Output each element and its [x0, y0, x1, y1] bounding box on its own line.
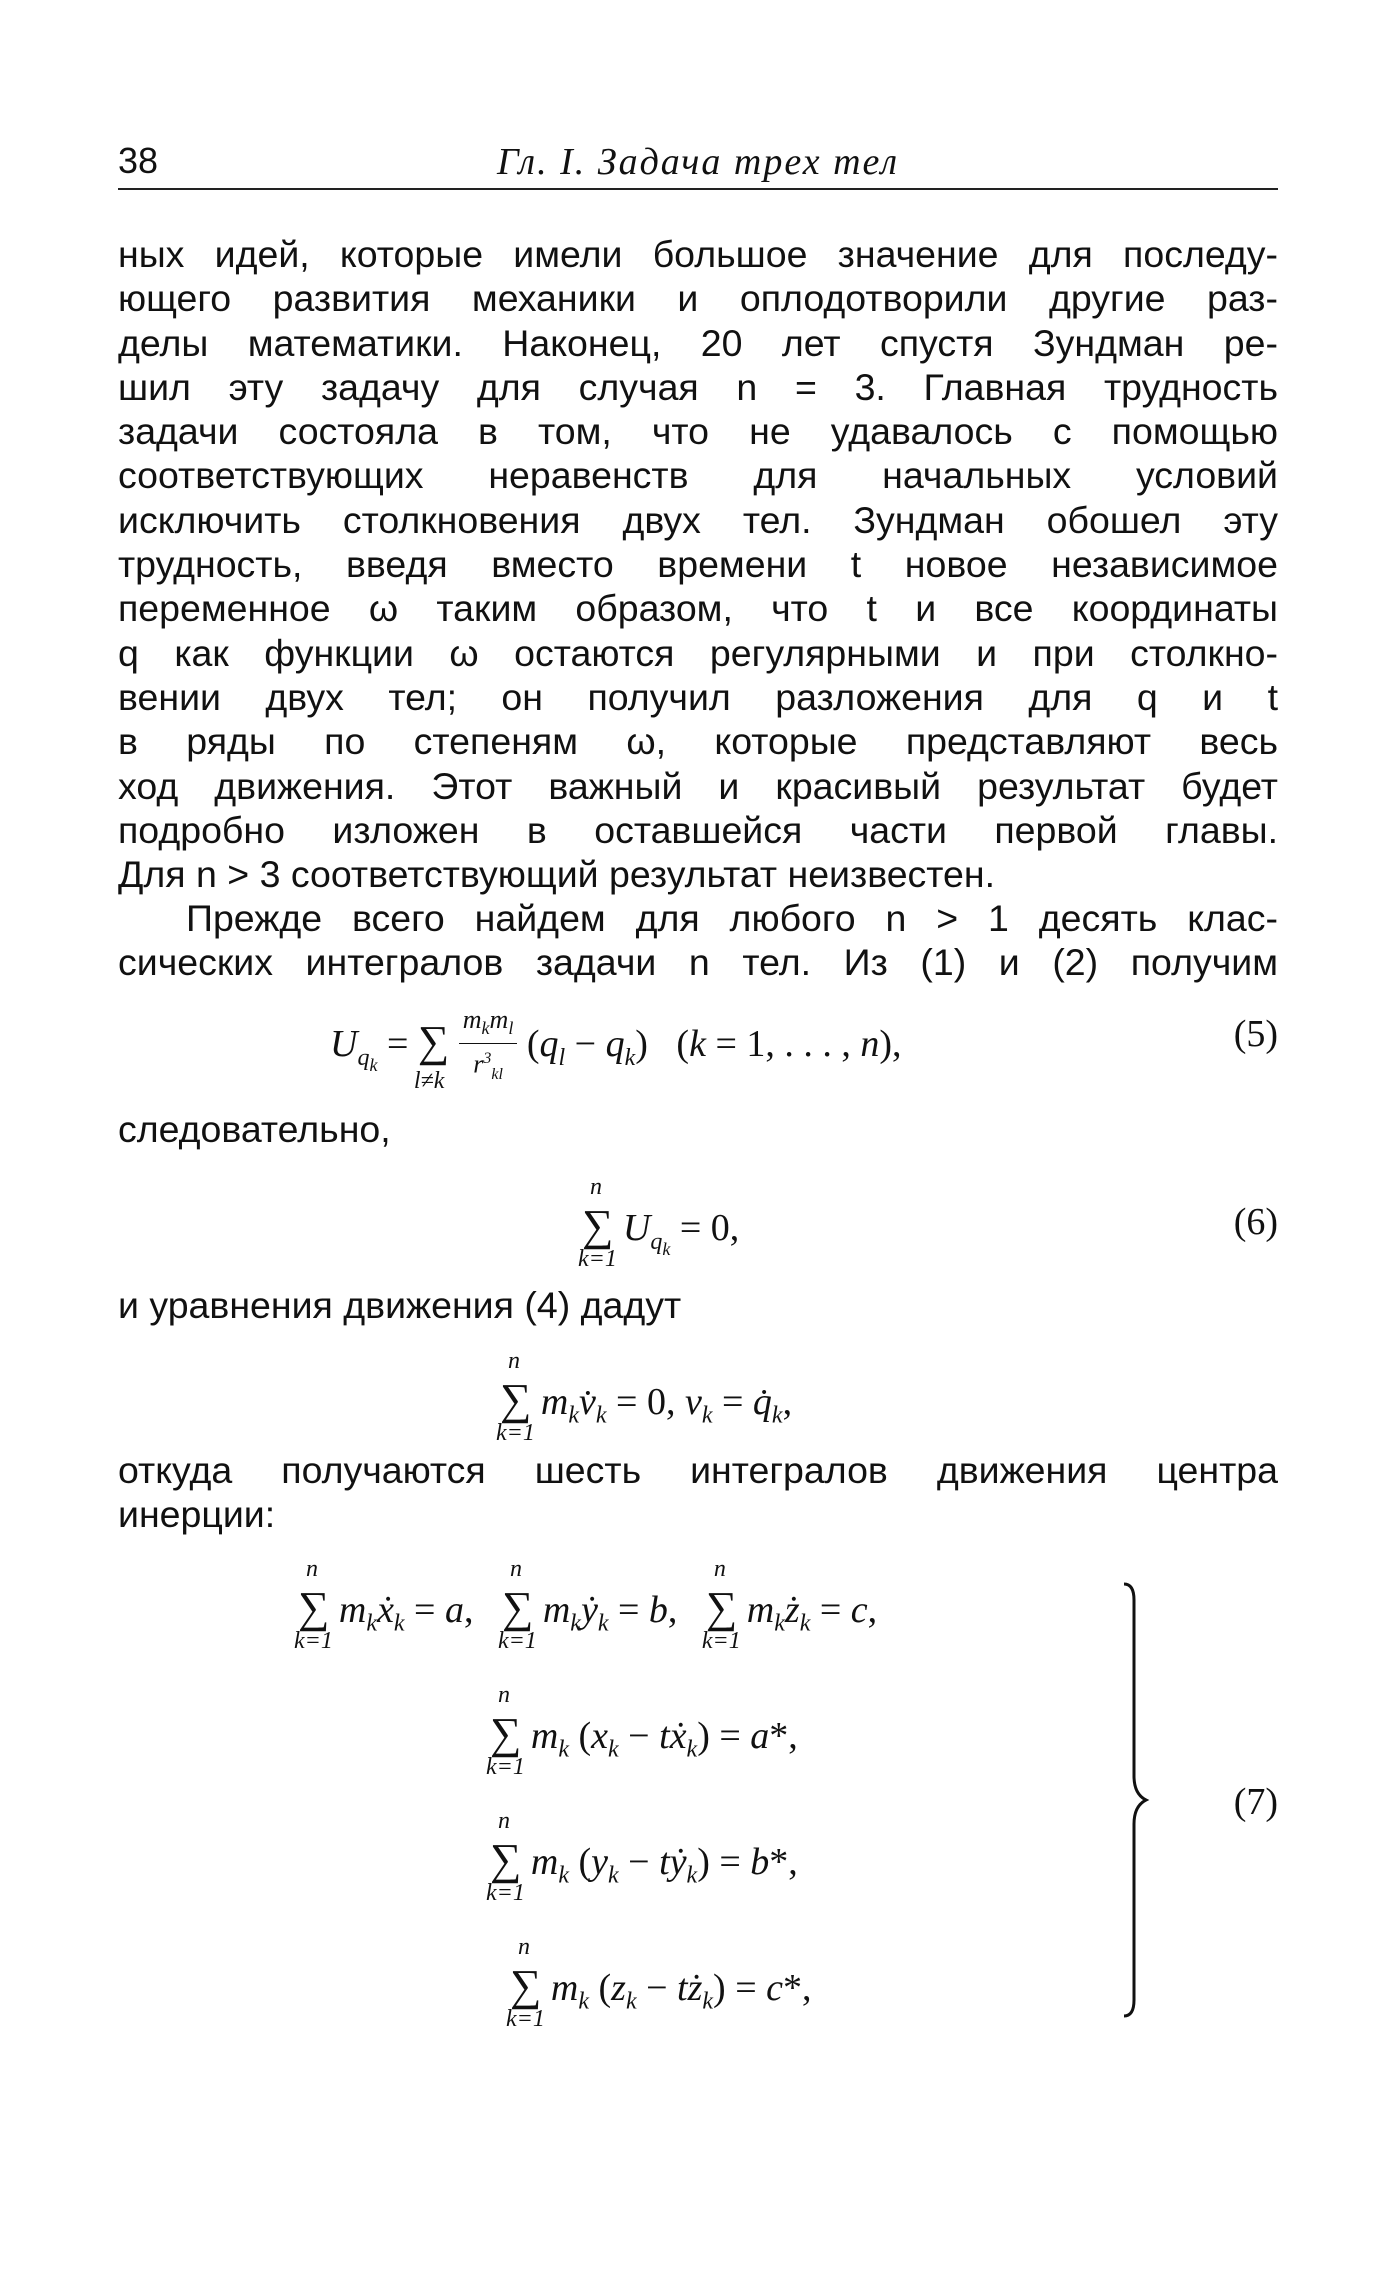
text-line: откуда получаются шесть интегралов движения центра	[118, 1449, 1278, 1491]
text-line: трудность, введя вместо времени t новое независимое	[118, 543, 1278, 586]
page-header	[118, 140, 1278, 188]
text-line: переменное ω таким образом, что t и все координаты	[118, 587, 1278, 630]
text-line: Прежде всего найдем для любого n > 1 десять клас-	[186, 897, 1278, 939]
text-line: q как функции ω остаются регулярными и при столкно-	[118, 631, 1278, 674]
text-line: ных идей, которые имели большое значение для последу-	[118, 233, 1278, 275]
text-line: ющего развития механики и оплодотворили другие раз-	[118, 277, 1278, 320]
text-line: сических интегралов задачи n тел. Из (1) и (2) получим	[118, 941, 1278, 984]
equation-number-6: (6)	[1233, 1201, 1278, 1243]
equation-momentum: ∑ n k=1 $m_kv̇_k = 0$, $v_k$ = $q̇_k$,	[496, 1348, 793, 1446]
text-hence: следовательно,	[118, 1108, 391, 1150]
text-line: Для n > 3 соответствующий результат неизвестен.	[118, 853, 996, 896]
paragraph-whence	[118, 1448, 1278, 1537]
equation-7-line-4: ∑ n k=1 $m_k$ ($z_k$ − $tż_k) = c*$,	[506, 1934, 812, 2032]
equation-7-line-1: ∑ n k=1 $m_kẋ_k = a$, ∑ n k=1 $m_kẏ_k = b$, ∑ n k=1 $m_kż_k = c$,	[294, 1556, 878, 1654]
text-line: инерции:	[118, 1493, 276, 1536]
equation-number-5: (5)	[1233, 1013, 1278, 1055]
text-line: ход движения. Этот важный и красивый результат будет	[118, 764, 1278, 807]
equation-7-line-2: ∑ n k=1 $m_k$ ($x_k$ − tẋ$_k$) = a*,	[486, 1682, 798, 1780]
running-head: Гл. I. Задача трех тел	[496, 141, 900, 183]
text-line: исключить столкновения двух тел. Зундман обошел эту	[118, 498, 1278, 541]
text-line: задачи состояла в том, что не удавалось с помощью	[118, 410, 1278, 453]
text-line: вении двух тел; он получил разложения для q и t	[118, 675, 1278, 718]
paragraph-1	[118, 232, 1278, 896]
page-number: 38	[118, 140, 159, 181]
text-line: подробно изложен в оставшейся части первой главы.	[118, 808, 1278, 851]
text-line: соответствующих неравенств для начальных условий	[118, 454, 1278, 497]
brace-icon	[1120, 1580, 1160, 2020]
header-rule	[118, 188, 1278, 190]
equation-7-line-3: ∑ n k=1 $m_k$ ($y_k$ − tẏ$_k$) = b*,	[486, 1808, 798, 1906]
equation-number-7: (7)	[1233, 1781, 1278, 1823]
paragraph-2	[118, 896, 1278, 985]
equation-5: $U_{q_k}$ = ∑ l≠k $\frac{m_km_l}{r^3_{kl}}$ $(q_l - q_k) (k = 1$, . . . , n),	[330, 1005, 902, 1095]
text-equations-of-motion: и уравнения движения (4) дадут	[118, 1284, 682, 1326]
equation-6: ∑ n k=1 $U_{q_k} = 0$,	[578, 1174, 740, 1272]
text-line: в ряды по степеням ω, которые представляют весь	[118, 720, 1278, 763]
text-line: шил эту задачу для случая n = 3. Главная трудность	[118, 365, 1278, 408]
text-line: делы математики. Наконец, 20 лет спустя Зундман ре-	[118, 321, 1278, 364]
